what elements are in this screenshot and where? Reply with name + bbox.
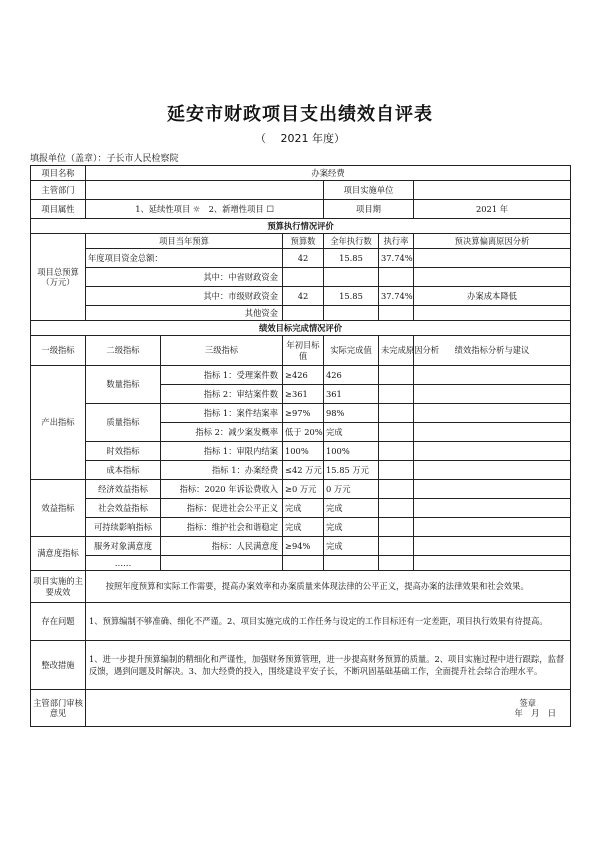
budget-section-row — [31, 219, 571, 234]
budget-row-executed — [324, 268, 379, 287]
budget-row-label: 其中：市级财政资金 — [86, 287, 283, 306]
perf-level2: 时效指标 — [86, 442, 161, 461]
perf-advice — [414, 556, 571, 571]
year-subtitle: （ 2021 年度） — [255, 132, 345, 145]
perf-actual: 完成 — [324, 423, 379, 442]
perf-target: ≥97% — [283, 404, 324, 423]
perf-reason — [379, 404, 414, 423]
perf-header-level3: 三级指标 — [161, 336, 283, 366]
budget-header-executed: 全年执行数 — [324, 234, 379, 249]
perf-reason — [379, 385, 414, 404]
perf-advice — [414, 499, 571, 518]
perf-level3: 指标：2020 年诉讼费收入 — [161, 480, 283, 499]
perf-row — [31, 556, 571, 571]
perf-reason — [379, 442, 414, 461]
budget-row-rate: 37.74% — [379, 249, 414, 268]
perf-level2: 经济效益指标 — [86, 480, 161, 499]
perf-reason — [379, 480, 414, 499]
budget-row-rate: 37.74% — [379, 287, 414, 306]
budget-row-budget — [283, 268, 324, 287]
perf-target: 低于 20% — [283, 423, 324, 442]
perf-header-target: 年初目标值 — [283, 336, 324, 366]
perf-header-reason: 未完成原因分析 — [379, 336, 414, 366]
perf-level2: 数量指标 — [86, 366, 161, 404]
perf-reason — [379, 537, 414, 556]
budget-row-budget — [283, 306, 324, 321]
perf-level3: 指标 1：案件结案率 — [161, 404, 283, 423]
total-budget-label-line1: 项目总预算 — [37, 266, 79, 277]
perf-reason — [379, 518, 414, 537]
perf-actual: 完成 — [324, 537, 379, 556]
perf-level3: 指标 1：办案经费 — [161, 461, 283, 480]
impl-unit-value — [414, 181, 571, 200]
perf-level2: 社会效益指标 — [86, 499, 161, 518]
budget-row-reason — [414, 249, 571, 268]
project-name-value: 办案经费 — [86, 166, 571, 181]
perf-target: 完成 — [283, 518, 324, 537]
budget-row-municipal — [31, 287, 571, 306]
attr-value: 1、延续性项目 ☼ 2、新增性项目 ☐ — [86, 200, 324, 219]
problem-text: 1、预算编制不够准确、细化不严谨。2、项目实施完成的工作任务与设定的工作目标还有一定差距，项目执行效果有待提高。 — [86, 603, 571, 641]
perf-header-row — [31, 336, 571, 366]
perf-target: ≥426 — [283, 366, 324, 385]
budget-header-year: 项目当年预算 — [86, 234, 283, 249]
budget-row-label: 年度项目资金总额： — [86, 249, 283, 268]
period-label: 项目期 — [324, 200, 414, 219]
perf-level3: 指标 1：审限内结案 — [161, 442, 283, 461]
budget-header-reason: 预决算偏离原因分析 — [414, 234, 571, 249]
perf-target: ≥361 — [283, 385, 324, 404]
budget-row-executed — [324, 306, 379, 321]
perf-advice — [414, 480, 571, 499]
perf-reason — [379, 423, 414, 442]
perf-header-level1: 一级指标 — [31, 336, 86, 366]
evaluation-form-table — [30, 165, 571, 727]
problem-row — [31, 603, 571, 641]
perf-advice — [414, 385, 571, 404]
budget-row-total — [31, 249, 571, 268]
project-name-row — [31, 166, 571, 181]
perf-row — [31, 518, 571, 537]
perf-advice — [414, 518, 571, 537]
perf-level3: 指标 1：受理案件数 — [161, 366, 283, 385]
total-budget-label — [31, 234, 86, 321]
perf-header-advice: 绩效指标分析与建议 — [414, 336, 571, 366]
perf-target: ≥0 万元 — [283, 480, 324, 499]
attr-row — [31, 200, 571, 219]
perf-actual: 完成 — [324, 499, 379, 518]
perf-level3: 指标 2：减少案发概率 — [161, 423, 283, 442]
perf-level3: 指标 2：审结案件数 — [161, 385, 283, 404]
perf-row — [31, 442, 571, 461]
dept-label: 主管部门 — [31, 181, 86, 200]
budget-row-other — [31, 306, 571, 321]
perf-actual: 361 — [324, 385, 379, 404]
fix-text: 1、进一步提升预算编制的精细化和严谨性，加强财务预算管理，进一步提高财务预算的质量。2、项目实施过程中进行跟踪，监督反馈，遇到问题及时解决。3、加大经费的投入，围绕建设平安子长，不断巩固基础基础工作，全面提升社会综合治理水平。 — [86, 641, 571, 690]
result-row — [31, 571, 571, 603]
perf-row — [31, 404, 571, 423]
perf-reason — [379, 366, 414, 385]
perf-target — [283, 556, 324, 571]
budget-row-budget: 42 — [283, 287, 324, 306]
perf-advice — [414, 366, 571, 385]
project-name-label: 项目名称 — [31, 166, 86, 181]
budget-row-budget: 42 — [283, 249, 324, 268]
perf-level3: 指标：促进社会公平正义 — [161, 499, 283, 518]
impl-unit-label: 项目实施单位 — [324, 181, 414, 200]
budget-row-rate — [379, 268, 414, 287]
budget-header-rate: 执行率 — [379, 234, 414, 249]
sign-date: 年 月 日 — [514, 708, 557, 718]
fix-label: 整改措施 — [31, 641, 86, 690]
perf-row — [31, 537, 571, 556]
total-budget-label-line2: （万元） — [41, 277, 75, 287]
perf-section-row — [31, 321, 571, 336]
perf-level3: 指标：人民满意度 — [161, 537, 283, 556]
budget-section-title: 预算执行情况评价 — [31, 219, 571, 234]
perf-advice — [414, 461, 571, 480]
budget-row-label: 其他资金 — [86, 306, 283, 321]
perf-target: 完成 — [283, 499, 324, 518]
benefit-indicator-label: 效益指标 — [31, 480, 86, 537]
period-value: 2021 年 — [414, 200, 571, 219]
perf-level3: 指标：维护社会和谐稳定 — [161, 518, 283, 537]
satisfaction-indicator-label: 满意度指标 — [31, 537, 86, 571]
perf-advice — [414, 423, 571, 442]
perf-actual: 0 万元 — [324, 480, 379, 499]
fix-row — [31, 641, 571, 690]
perf-actual: 426 — [324, 366, 379, 385]
perf-row — [31, 499, 571, 518]
perf-target: ≤42 万元 — [283, 461, 324, 480]
page-title: 延安市财政项目支出绩效自评表 — [167, 104, 433, 125]
perf-advice — [414, 537, 571, 556]
perf-reason — [379, 499, 414, 518]
budget-row-reason: 办案成本降低 — [414, 287, 571, 306]
perf-actual: 100% — [324, 442, 379, 461]
budget-row-executed: 15.85 — [324, 249, 379, 268]
perf-level2: 服务对象满意度 — [86, 537, 161, 556]
perf-header-level2: 二级指标 — [86, 336, 161, 366]
filling-unit: 填报单位（盖章）：子长市人民检察院 — [30, 154, 179, 164]
result-label: 项目实施的主要成效 — [31, 571, 86, 603]
budget-row-reason — [414, 306, 571, 321]
perf-reason — [379, 461, 414, 480]
perf-section-title: 绩效目标完成情况评价 — [31, 321, 571, 336]
audit-label: 主管部门审核意见 — [31, 690, 86, 727]
perf-level2: 成本指标 — [86, 461, 161, 480]
perf-advice — [414, 404, 571, 423]
perf-row — [31, 480, 571, 499]
budget-row-reason — [414, 268, 571, 287]
sign-label: 签章 — [519, 697, 537, 708]
result-text: 按照年度预算和实际工作需要，提高办案效率和办案质量来体现法律的公平正义，提高办案的法律效果和社会效果。 — [86, 571, 571, 603]
perf-actual: 98% — [324, 404, 379, 423]
perf-level2: 可持续影响指标 — [86, 518, 161, 537]
audit-cell — [86, 690, 571, 727]
perf-header-actual: 实际完成值 — [324, 336, 379, 366]
audit-row — [31, 690, 571, 727]
perf-level2: 质量指标 — [86, 404, 161, 442]
perf-actual: 完成 — [324, 518, 379, 537]
problem-label: 存在问题 — [31, 603, 86, 641]
perf-row — [31, 461, 571, 480]
budget-row-executed: 15.85 — [324, 287, 379, 306]
perf-actual — [324, 556, 379, 571]
dept-row — [31, 181, 571, 200]
perf-actual: 15.85 万元 — [324, 461, 379, 480]
perf-level2: …… — [86, 556, 161, 571]
budget-row-label: 其中：中省财政资金 — [86, 268, 283, 287]
perf-row — [31, 366, 571, 385]
attr-label: 项目属性 — [31, 200, 86, 219]
perf-level3 — [161, 556, 283, 571]
dept-value — [86, 181, 324, 200]
budget-row-rate — [379, 306, 414, 321]
budget-row-provincial — [31, 268, 571, 287]
perf-target: ≥94% — [283, 537, 324, 556]
budget-header-budget: 预算数 — [283, 234, 324, 249]
perf-reason — [379, 556, 414, 571]
perf-target: 100% — [283, 442, 324, 461]
perf-advice — [414, 442, 571, 461]
output-indicator-label: 产出指标 — [31, 366, 86, 480]
budget-header-row — [31, 234, 571, 249]
